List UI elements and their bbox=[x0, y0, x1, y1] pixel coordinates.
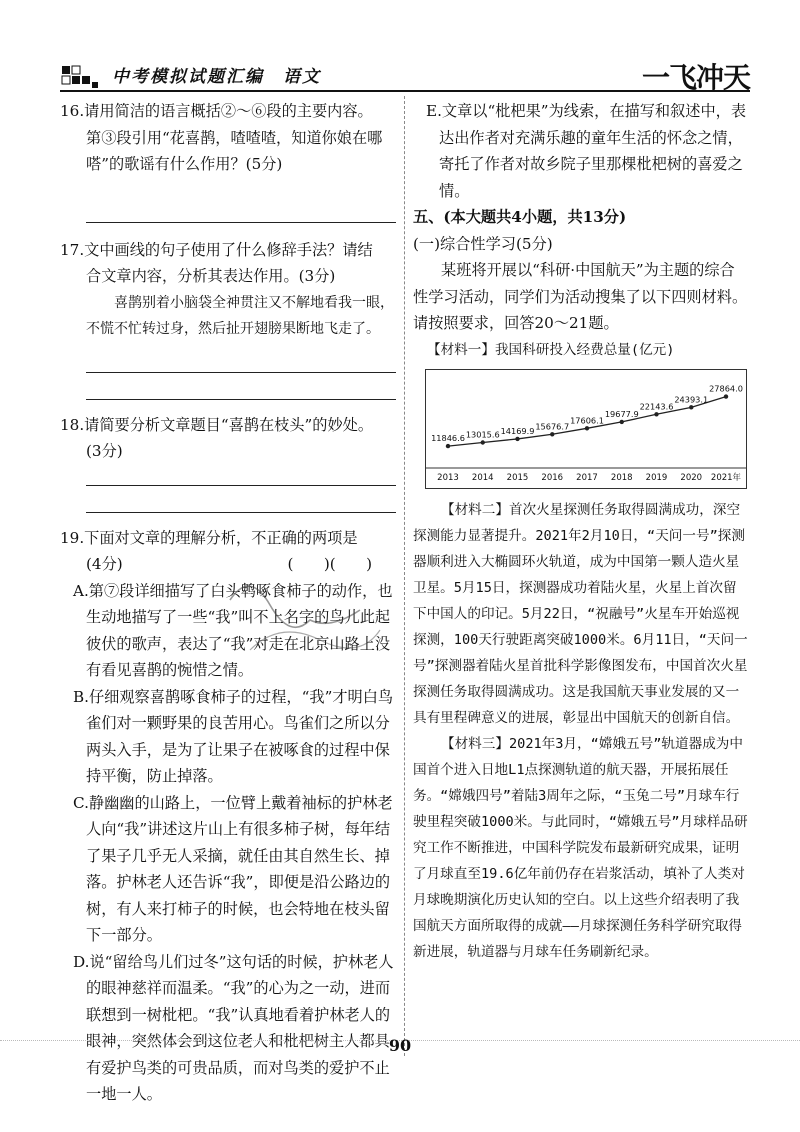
material-two: 【材料二】首次火星探测任务取得圆满成功，深空探测能力显著提升。2021年2月10日，“天问一号”探测器顺利进入大椭圆环火轨道，成为中国第一颗人造火星卫星。5月15日，探测器成功着陆火星，火星上首次留下中国人的印记。5月22日，“祝融号”火星车开始巡视探测，100天行驶距离突破1000米。6月11日，“天问一号”探测器着陆火星首批科学影像图发布，中国首次火星探测任务取得圆满成功。这是我国航天事业发展的又一具有里程碑意义的进展，彰显出中国航天的创新自信。 bbox=[413, 501, 748, 726]
material-three: 【材料三】2021年3月，“嫦娥五号”轨道器成为中国首个进入日地L1点探测轨道的航天器，开展拓展任务。“嫦娥四号”着陆3周年之际，“玉兔二号”月球车行驶里程突破1000米。与此同时，“嫦娥五号”月球样品研究工作不断推进，中国科学院发布最新研究成果，证明了月球直至19.6亿年前仍存在岩浆活动，填补了人类对月球晚期演化历史认知的空白。以上这些介绍表明了我国航天方面所取得的成就——月球探测任务科学研究取得新进展，轨道器与月球车任务刷新纪录。 bbox=[413, 735, 748, 960]
header-rule bbox=[60, 90, 750, 92]
q17-line1: 17.文中画线的句子使用了什么修辞手法？请结 bbox=[60, 240, 373, 259]
left-column bbox=[60, 98, 396, 1108]
q19-option-a: A.第⑦段详细描写了白头鹎啄食柿子的动作，也生动地描写了一些“我”叫不上名字的鸟儿此起彼伏的歌声，表达了“我”对走在北京山路上没有看见喜鹊的惋惜之情。 bbox=[73, 581, 393, 679]
page-number: 90 bbox=[388, 1036, 412, 1055]
chart-tick-label: 2019 bbox=[645, 472, 668, 483]
material-one-title: 【材料一】我国科研投入经费总量(亿元) bbox=[427, 341, 675, 358]
subsection-title: (一)综合性学习(5分) bbox=[413, 234, 553, 253]
funding-line-chart bbox=[425, 369, 747, 489]
chart-tick-label: 2014 bbox=[471, 472, 494, 483]
chart-point bbox=[689, 405, 693, 409]
q19-option-c: C.静幽幽的山路上，一位臂上戴着袖标的护林老人向“我”讲述这片山上有很多柿子树，每年结了果子几乎无人采摘，就任由其自然生长、掉落。护林老人还告诉“我”，即便是沿公路边的树，有人来打柿子的时候，也会特地在枝头留下一部分。 bbox=[73, 793, 393, 944]
chart-tick-label: 2018 bbox=[610, 472, 633, 483]
page-header bbox=[60, 56, 750, 96]
q16-answer-line[interactable] bbox=[86, 196, 396, 223]
chart-data-label: 24393.1 bbox=[674, 393, 709, 404]
q17-answer-line-1[interactable] bbox=[86, 346, 396, 373]
q17-line2: 合文章内容，分析其表达作用。(3分) bbox=[86, 267, 336, 285]
q19-option-e: E.文章以“枇杷果”为线索，在描写和叙述中，表达出作者对充满乐趣的童年生活的怀念之情，寄托了作者对故乡院子里那棵枇杷树的喜爱之情。 bbox=[426, 102, 747, 200]
q17-quote: 喜鹊别着小脑袋全神贯注又不解地看我一眼，不慌不忙转过身，然后扯开翅膀果断地飞走了。 bbox=[86, 294, 394, 337]
chart-point bbox=[654, 412, 658, 416]
section-five-title: 五、(本大题共4小题，共13分) bbox=[413, 208, 627, 226]
chart-data-label: 22143.6 bbox=[639, 400, 674, 411]
right-column bbox=[413, 98, 749, 965]
chart-data-label: 13015.6 bbox=[465, 428, 500, 439]
q18-line2: (3分) bbox=[86, 442, 123, 460]
chart-point bbox=[446, 443, 450, 447]
q16-line3: 嗒”的歌谣有什么作用？(5分) bbox=[86, 155, 283, 173]
chart-data-label: 17606.1 bbox=[570, 414, 604, 425]
funding-chart-svg bbox=[426, 370, 746, 488]
column-divider bbox=[404, 96, 405, 1056]
q19-option-b: B.仔细观察喜鹊啄食柿子的过程，“我”才明白鸟雀们对一颗野果的良苦用心。鸟雀们之所以分两头入手，是为了让果子在被啄食的过程中保持平衡，防止掉落。 bbox=[73, 687, 394, 785]
chart-point bbox=[724, 394, 728, 398]
q16-line1: 16.请用简洁的语言概括②～⑥段的主要内容。 bbox=[60, 102, 373, 120]
chart-tick-label: 2021年 bbox=[710, 472, 742, 483]
chart-point bbox=[585, 426, 589, 430]
header-brand: 一飞冲天 bbox=[641, 61, 750, 94]
q16-line2: 第③段引用“花喜鹊，喳喳喳，知道你娘在哪 bbox=[86, 128, 383, 147]
chart-point bbox=[515, 436, 519, 440]
q18-line1: 18.请简要分析文章题目“喜鹊在枝头”的妙处。 bbox=[60, 415, 374, 434]
chart-tick-label: 2015 bbox=[506, 472, 529, 483]
q19-line2 bbox=[60, 551, 396, 578]
q17-answer-line-2[interactable] bbox=[86, 373, 396, 400]
header-title: 中考模拟试题汇编 语文 bbox=[112, 67, 321, 87]
chart-data-label: 15676.7 bbox=[535, 420, 570, 431]
chart-tick-label: 2016 bbox=[541, 472, 564, 483]
q19-answer-brackets[interactable]: ( )( ) bbox=[287, 555, 372, 573]
chart-point bbox=[620, 419, 624, 423]
activity-intro: 某班将开展以“科研·中国航天”为主题的综合性学习活动，同学们为活动搜集了以下四则材料。请按照要求，回答20～21题。 bbox=[413, 261, 748, 332]
chart-data-label: 19677.9 bbox=[604, 408, 639, 419]
chart-point bbox=[550, 432, 554, 436]
q19-score: (4分) bbox=[86, 555, 123, 573]
chart-tick-label: 2017 bbox=[576, 472, 598, 483]
chart-data-label: 11846.6 bbox=[431, 432, 465, 443]
q19-option-d: D.说“留给鸟儿们过冬”这句话的时候，护林老人的眼神慈祥而温柔。“我”的心为之一动，进而联想到一树枇杷。“我”认真地看着护林老人的眼神，突然体会到这位老人和枇杷树主人都具有爱护鸟类的可贵品质，而对鸟类的爱护不止一地一人。 bbox=[73, 952, 394, 1103]
chart-data-label: 27864.0 bbox=[709, 383, 743, 394]
header-logo-icon bbox=[60, 62, 100, 90]
chart-tick-label: 2020 bbox=[680, 472, 703, 483]
chart-point bbox=[481, 440, 485, 444]
q18-answer-line-1[interactable] bbox=[86, 465, 396, 486]
q18-answer-line-2[interactable] bbox=[86, 486, 396, 513]
chart-data-label: 14169.9 bbox=[500, 425, 535, 436]
chart-tick-label: 2013 bbox=[437, 472, 459, 483]
q19-line1: 19.下面对文章的理解分析，不正确的两项是 bbox=[60, 528, 358, 547]
